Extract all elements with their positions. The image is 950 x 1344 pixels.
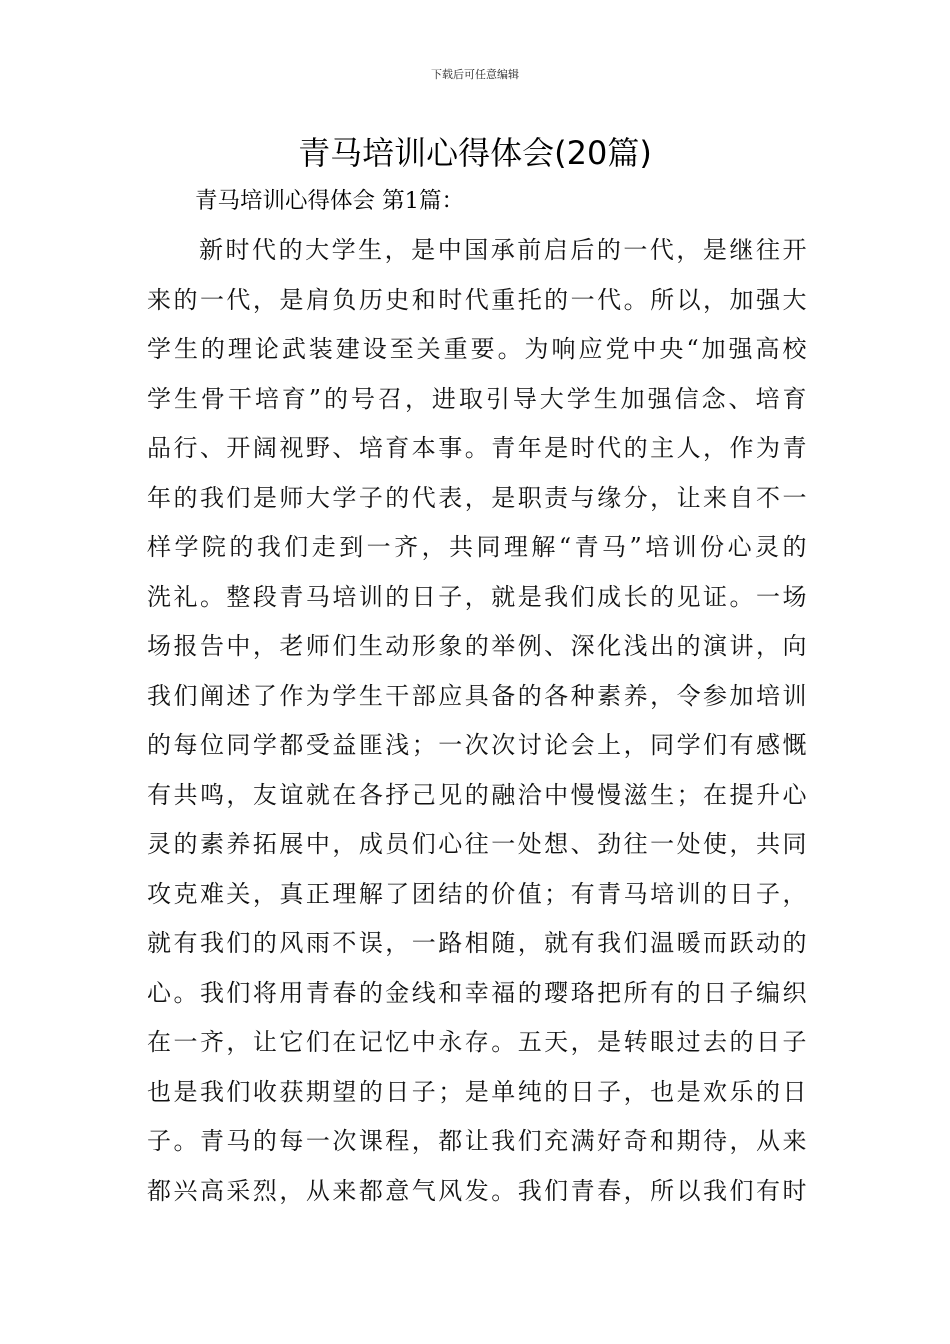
body-line: 学生骨干培育”的号召，进取引导大学生加强信念、培育 — [147, 384, 807, 413]
body-line: 场报告中，老师们生动形象的举例、深化浅出的演讲，向 — [147, 632, 807, 660]
body-line: 在一齐，让它们在记忆中永存。五天，是转眼过去的日子 — [147, 1028, 807, 1056]
body-line: 攻克难关，真正理解了团结的价值；有青马培训的日子， — [147, 879, 807, 908]
body-line: 有共鸣，友谊就在各抒己见的融洽中慢慢滋生；在提升心 — [147, 780, 807, 809]
body-line: 新时代的大学生，是中国承前启后的一代，是继往开 — [199, 236, 807, 264]
body-line: 学生的理论武装建设至关重要。为响应党中央“加强高校 — [147, 335, 807, 363]
body-line: 品行、开阔视野、培育本事。青年是时代的主人，作为青 — [147, 434, 807, 462]
body-text — [147, 228, 807, 1218]
body-line: 也是我们收获期望的日子；是单纯的日子，也是欢乐的日 — [147, 1077, 807, 1106]
body-line: 洗礼。整段青马培训的日子，就是我们成长的见证。一场 — [147, 582, 807, 611]
body-line: 来的一代，是肩负历史和时代重托的一代。所以，加强大 — [147, 285, 807, 314]
body-line: 年的我们是师大学子的代表，是职责与缘分，让来自不一 — [147, 483, 807, 512]
body-line: 样学院的我们走到一齐，共同理解“青马”培训份心灵的 — [147, 533, 807, 561]
body-line: 子。青马的每一次课程，都让我们充满好奇和期待，从来 — [147, 1127, 807, 1155]
body-line: 灵的素养拓展中，成员们心往一处想、劲往一处使，共同 — [147, 830, 807, 858]
body-line: 就有我们的风雨不误，一路相随，就有我们温暖而跃动的 — [147, 929, 807, 957]
section-heading: 青马培训心得体会 第1篇： — [195, 188, 464, 214]
document-title: 青马培训心得体会(20篇) — [298, 134, 652, 172]
body-line: 的每位同学都受益匪浅；一次次讨论会上，同学们有感慨 — [147, 731, 807, 759]
body-line: 心。我们将用青春的金线和幸福的璎珞把所有的日子编织 — [147, 978, 807, 1007]
body-line: 都兴高采烈，从来都意气风发。我们青春，所以我们有时 — [147, 1176, 807, 1205]
body-line: 我们阐述了作为学生干部应具备的各种素养，令参加培训 — [147, 681, 807, 710]
header-note: 下载后可任意编辑 — [431, 68, 519, 81]
